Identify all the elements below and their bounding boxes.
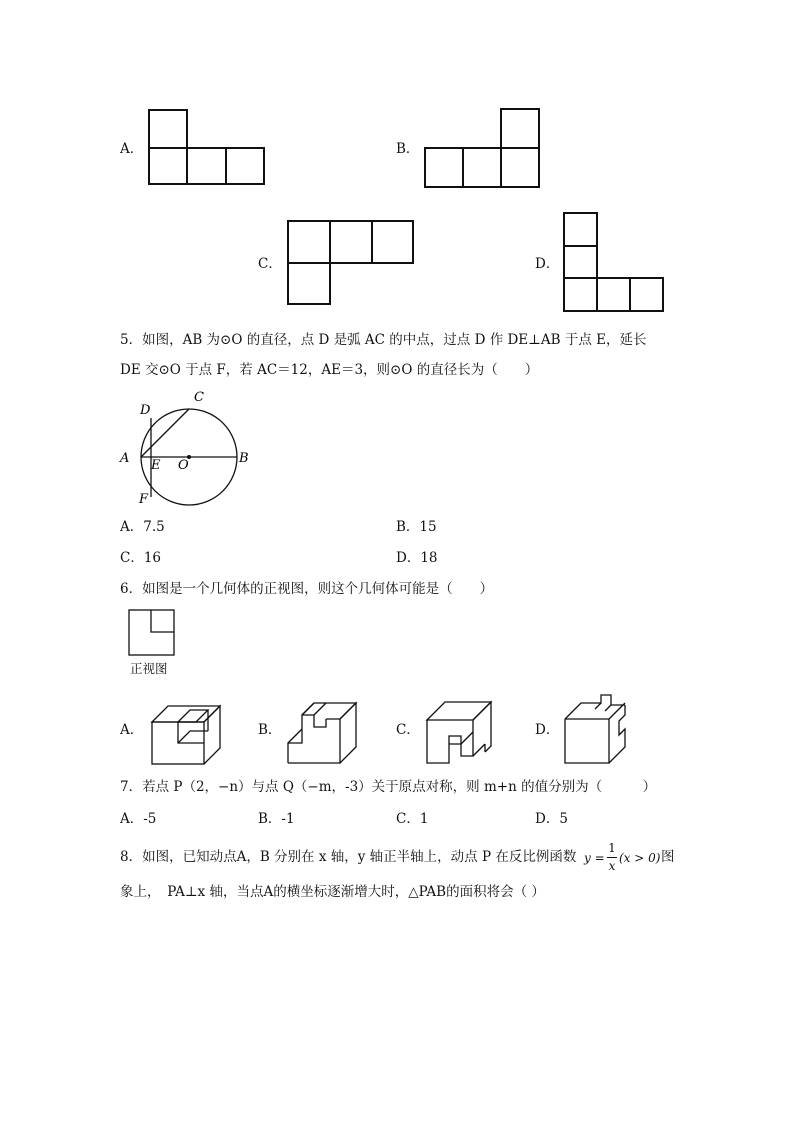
q6-option-a-solid (150, 697, 230, 767)
q8-fraction-numerator: 1 (608, 841, 616, 855)
q5-label-e: E (151, 458, 161, 473)
q4-option-a-net (148, 109, 278, 189)
q7-stem: 7．若点 P（2，−n）与点 Q（−m，-3）关于原点对称，则 m+n 的值分别为（ ） (120, 779, 657, 795)
q8-stem-line1: 8．如图，已知动点A，B 分别在 x 轴，y 轴正半轴上，动点 P 在反比例函数 (120, 849, 577, 865)
q7-option-d: D．5 (535, 811, 568, 827)
q6-option-b-label: B． (258, 722, 282, 738)
q8-formula-lhs: y = (584, 851, 605, 865)
q5-label-o: O (178, 458, 189, 473)
q6-front-view-label: 正视图 (130, 661, 168, 676)
q6-option-d-label: D． (535, 722, 560, 738)
q5-option-a: A．7.5 (120, 519, 165, 535)
q5-stem-line1: 5．如图，AB 为⊙O 的直径，点 D 是弧 AC 的中点，过点 D 作 DE⊥AB 于点 E，延长 (120, 332, 647, 348)
q6-front-view (128, 609, 178, 659)
q8-fraction-denominator: x (608, 859, 616, 873)
q7-option-a: A．-5 (120, 811, 157, 827)
q5-label-a: A (120, 451, 130, 466)
q8-fraction-bar (607, 857, 617, 858)
q5-label-c: C (194, 390, 204, 405)
q8-stem-line2: 象上， PA⊥x 轴，当点A的横坐标逐渐增大时，△PAB的面积将会（ ） (120, 884, 545, 900)
q5-label-b: B (239, 451, 249, 466)
q6-option-d-solid (563, 693, 643, 763)
q4-option-d-net (563, 212, 673, 317)
q4-option-c-net (287, 219, 422, 309)
q6-option-a-label: A． (120, 722, 144, 738)
q7-option-b: B．-1 (258, 811, 295, 827)
q5-label-f: F (139, 492, 149, 507)
q4-option-d-label: D． (535, 256, 560, 272)
q5-stem-line2: DE 交⊙O 于点 F，若 AC＝12，AE＝3，则⊙O 的直径长为（ ） (120, 362, 539, 378)
q8-formula-condition: (x > 0) (619, 851, 661, 865)
q6-stem: 6．如图是一个几何体的正视图，则这个几何体可能是（ ） (120, 581, 494, 597)
q4-option-b-label: B． (396, 141, 420, 157)
q5-circle-figure (118, 387, 268, 517)
q4-option-c-label: C． (258, 256, 282, 272)
q8-stem-line1-end: 图 (661, 849, 675, 865)
q4-option-b-net (424, 108, 554, 193)
q6-option-c-label: C． (396, 722, 420, 738)
q6-option-c-solid (425, 698, 505, 768)
q6-option-b-solid (286, 699, 366, 769)
q5-option-c: C．16 (120, 550, 162, 566)
q5-option-d: D．18 (396, 550, 438, 566)
q4-option-a-label: A． (120, 141, 144, 157)
q5-option-b: B．15 (396, 519, 437, 535)
q7-option-c: C．1 (396, 811, 429, 827)
q5-label-d: D (140, 403, 151, 418)
